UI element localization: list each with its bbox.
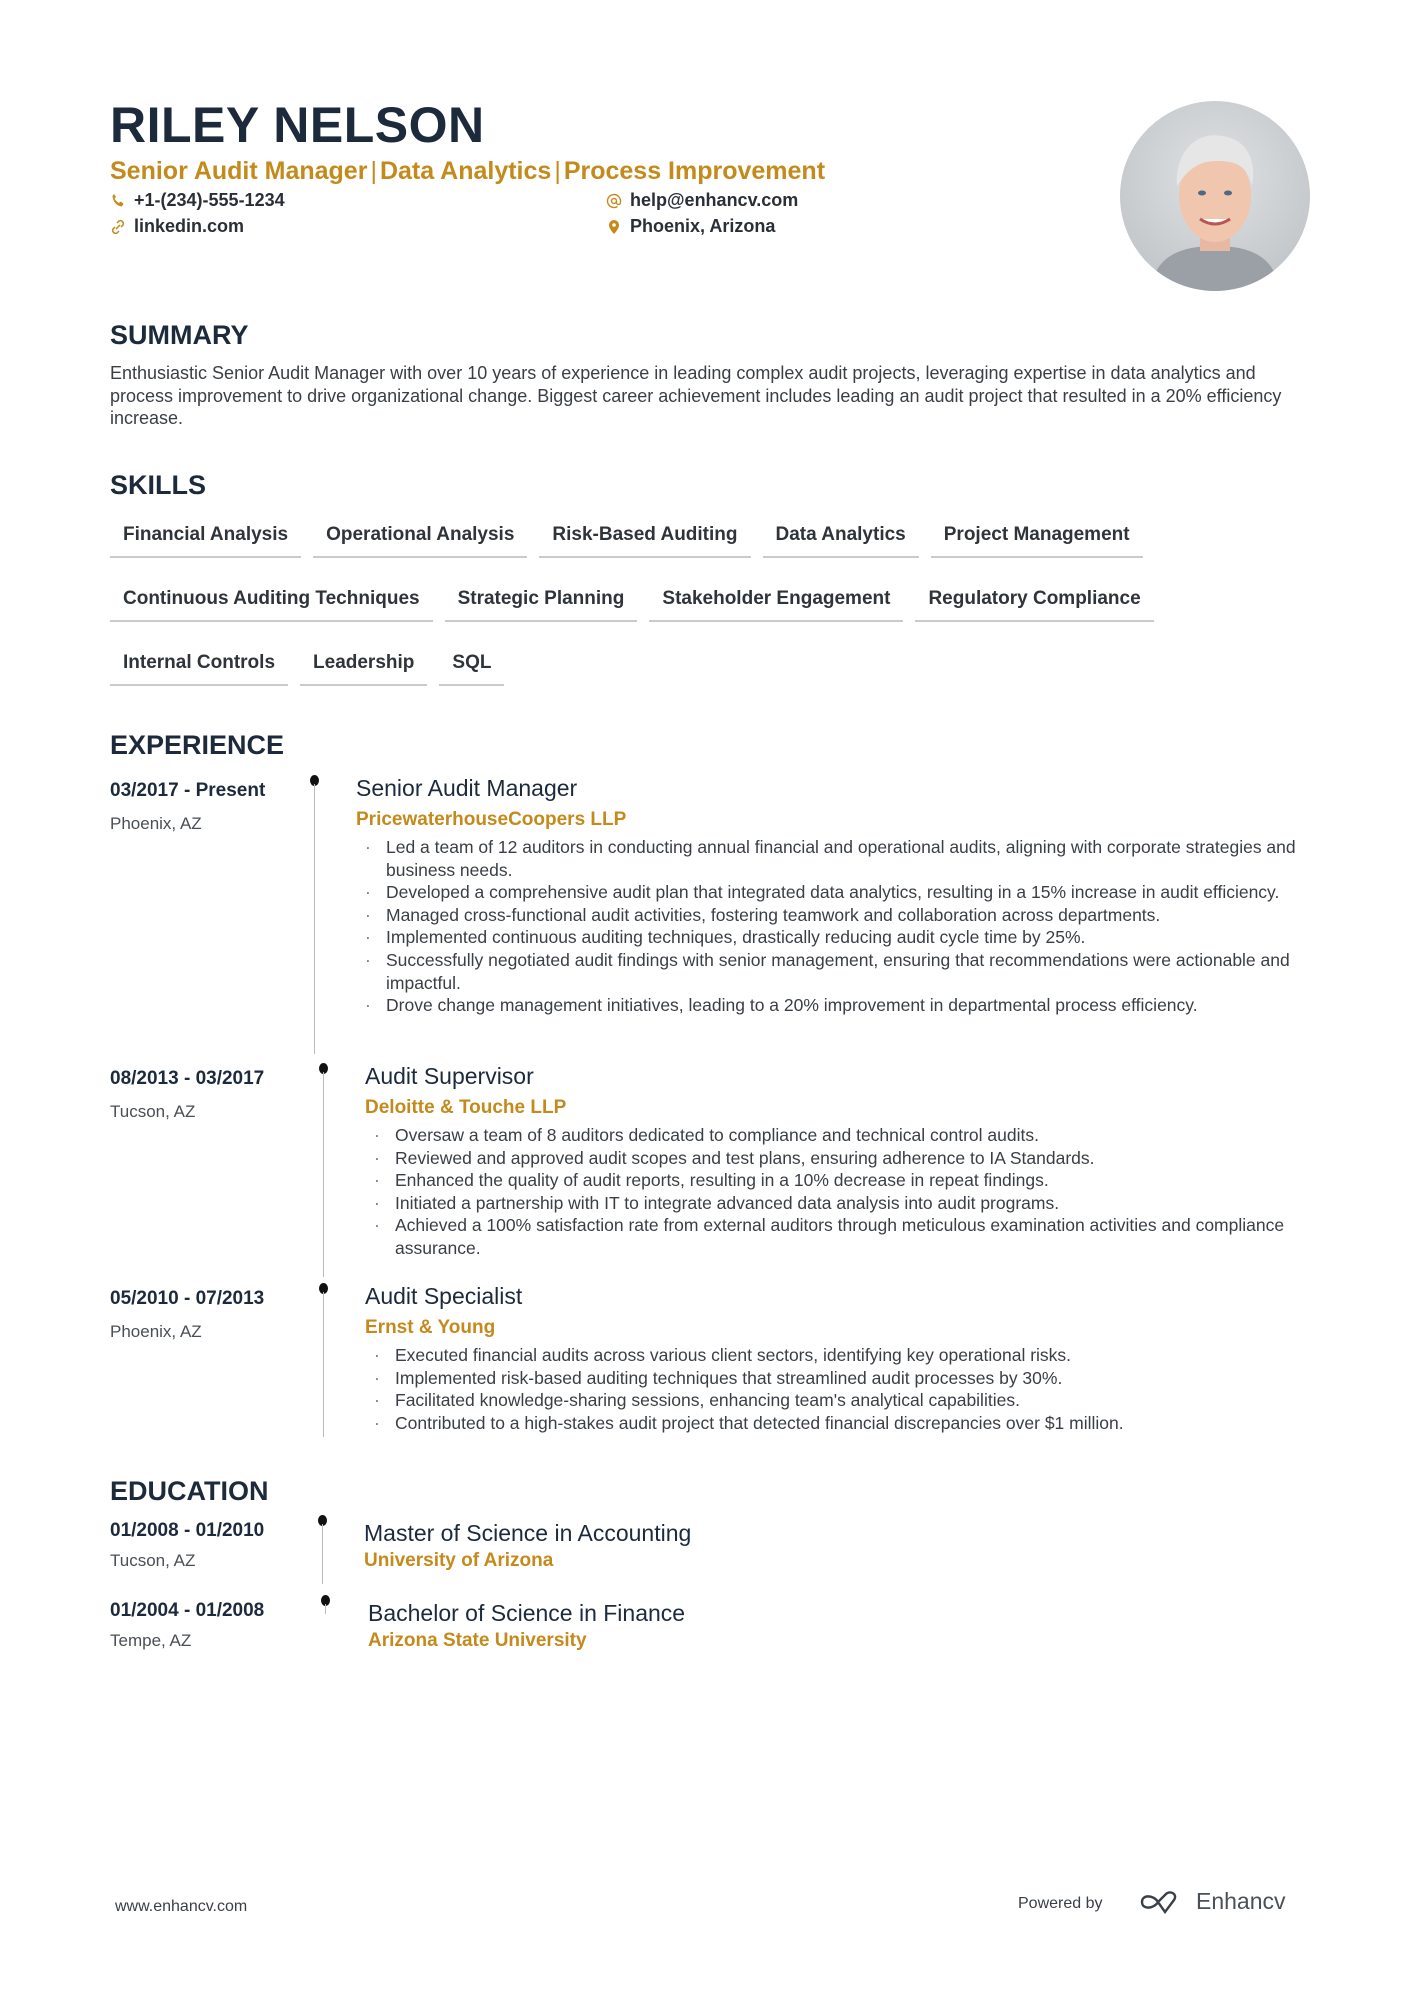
- headline-part: Senior Audit Manager: [110, 157, 368, 185]
- linkedin[interactable]: [110, 216, 244, 237]
- separator: |: [370, 157, 377, 185]
- location: [606, 216, 775, 237]
- bullet-item: · Managed cross-functional audit activities, fostering teamwork and collaboration across departments.: [365, 904, 1300, 927]
- powered-by-label: Powered by: [1018, 1895, 1103, 1912]
- education-dates: 01/2008 - 01/2010: [110, 1520, 265, 1541]
- headline: [110, 157, 825, 186]
- phone: [110, 190, 285, 211]
- email[interactable]: [606, 190, 798, 211]
- email-text: help@enhancv.com: [630, 190, 799, 210]
- bullet-item: · Led a team of 12 auditors in conducting annual financial and operational audits, aligning with corporate strategies and business needs.: [365, 836, 1300, 881]
- phone-text: +1-(234)-555-1234: [134, 190, 285, 210]
- link-icon: [110, 219, 126, 235]
- separator: |: [554, 157, 561, 185]
- skill-tag: Internal Controls: [110, 648, 288, 686]
- location-pin-icon: [606, 219, 622, 235]
- timeline-line: [322, 1524, 323, 1584]
- school-name: University of Arizona: [364, 1550, 554, 1571]
- bullet-item: · Implemented risk-based auditing techniques that streamlined audit processes by 30%.: [374, 1367, 1300, 1390]
- skill-tag: SQL: [439, 648, 504, 686]
- headline-part: Process Improvement: [563, 157, 826, 185]
- education-heading: EDUCATION: [110, 1476, 269, 1506]
- skill-tag: Financial Analysis: [110, 520, 301, 558]
- candidate-name: RILEY NELSON: [110, 97, 485, 153]
- skill-tag: Operational Analysis: [313, 520, 527, 558]
- skill-tag: Risk-Based Auditing: [539, 520, 750, 558]
- summary-text: Enthusiastic Senior Audit Manager with over 10 years of experience in leading complex audit projects, leveraging expertise in data analytics and process improvement to drive organizational change. Biggest career achievement includes leading an audit project that resulted in a 20% efficiency increase.: [110, 363, 1282, 428]
- bullet-item: · Achieved a 100% satisfaction rate from external auditors through meticulous examination activities and compliance assurance.: [374, 1214, 1300, 1259]
- company-name: Ernst & Young: [365, 1317, 496, 1338]
- education-location: Tempe, AZ: [110, 1631, 192, 1650]
- phone-icon: [110, 193, 126, 209]
- location-text: Phoenix, Arizona: [630, 216, 776, 236]
- summary-heading: SUMMARY: [110, 320, 249, 350]
- school-name: Arizona State University: [368, 1630, 587, 1651]
- experience-location: Tucson, AZ: [110, 1102, 196, 1121]
- skill-tag: Regulatory Compliance: [915, 584, 1153, 622]
- experience-dates: 03/2017 - Present: [110, 780, 266, 801]
- experience-location: Phoenix, AZ: [110, 1322, 202, 1341]
- skill-tag: Strategic Planning: [445, 584, 638, 622]
- bullet-item: · Reviewed and approved audit scopes and test plans, ensuring adherence to IA Standards.: [374, 1147, 1300, 1170]
- experience-bullets: [374, 1124, 1300, 1260]
- job-title: Audit Supervisor: [365, 1063, 534, 1089]
- skill-tag: Leadership: [300, 648, 427, 686]
- skill-tag: Stakeholder Engagement: [649, 584, 903, 622]
- degree: Master of Science in Accounting: [364, 1520, 692, 1546]
- job-title: Audit Specialist: [365, 1283, 523, 1309]
- bullet-item: · Facilitated knowledge-sharing sessions, enhancing team's analytical capabilities.: [374, 1389, 1300, 1412]
- experience-bullets: [365, 836, 1300, 1017]
- enhancv-logo-icon: [1138, 1890, 1184, 1914]
- company-name: Deloitte & Touche LLP: [365, 1097, 567, 1118]
- education-dates: 01/2004 - 01/2008: [110, 1600, 265, 1621]
- profile-photo: [1120, 101, 1310, 291]
- bullet-item: · Oversaw a team of 8 auditors dedicated to compliance and technical control audits.: [374, 1124, 1300, 1147]
- experience-dates: 05/2010 - 07/2013: [110, 1288, 265, 1309]
- skill-tag: Continuous Auditing Techniques: [110, 584, 433, 622]
- education-location: Tucson, AZ: [110, 1551, 196, 1570]
- skills-heading: SKILLS: [110, 470, 207, 500]
- experience-bullets: [374, 1344, 1300, 1434]
- linkedin-text: linkedin.com: [134, 216, 245, 236]
- skills-list: [110, 520, 1310, 686]
- timeline-line: [325, 1604, 326, 1614]
- bullet-item: · Implemented continuous auditing techniques, drastically reducing audit cycle time by 25%.: [365, 926, 1300, 949]
- timeline-line: [314, 784, 315, 1054]
- timeline-line: [323, 1072, 324, 1277]
- bullet-item: · Drove change management initiatives, leading to a 20% improvement in departmental process efficiency.: [365, 994, 1300, 1017]
- at-icon: [606, 193, 622, 209]
- bullet-item: · Developed a comprehensive audit plan that integrated data analytics, resulting in a 15% increase in audit efficiency.: [365, 881, 1300, 904]
- enhancv-logo: [1138, 1888, 1286, 1915]
- skill-tag: Project Management: [931, 520, 1143, 558]
- experience-dates: 08/2013 - 03/2017: [110, 1068, 265, 1089]
- timeline-line: [323, 1292, 324, 1437]
- company-name: PricewaterhouseCoopers LLP: [356, 809, 627, 830]
- footer-url[interactable]: www.enhancv.com: [115, 1898, 248, 1915]
- skill-tag: Data Analytics: [763, 520, 919, 558]
- job-title: Senior Audit Manager: [356, 775, 578, 801]
- degree: Bachelor of Science in Finance: [368, 1600, 686, 1626]
- bullet-item: · Enhanced the quality of audit reports, resulting in a 10% decrease in repeat findings.: [374, 1169, 1300, 1192]
- brand-name: Enhancv: [1196, 1888, 1286, 1914]
- bullet-item: · Contributed to a high-stakes audit project that detected financial discrepancies over $1 million.: [374, 1412, 1300, 1435]
- experience-location: Phoenix, AZ: [110, 814, 202, 833]
- bullet-item: · Executed financial audits across various client sectors, identifying key operational risks.: [374, 1344, 1300, 1367]
- bullet-item: · Successfully negotiated audit findings with senior management, ensuring that recommendations were actionable and impactful.: [365, 949, 1300, 994]
- bullet-item: · Initiated a partnership with IT to integrate advanced data analysis into audit programs.: [374, 1192, 1300, 1215]
- headline-part: Data Analytics: [379, 157, 552, 185]
- experience-heading: EXPERIENCE: [110, 730, 285, 760]
